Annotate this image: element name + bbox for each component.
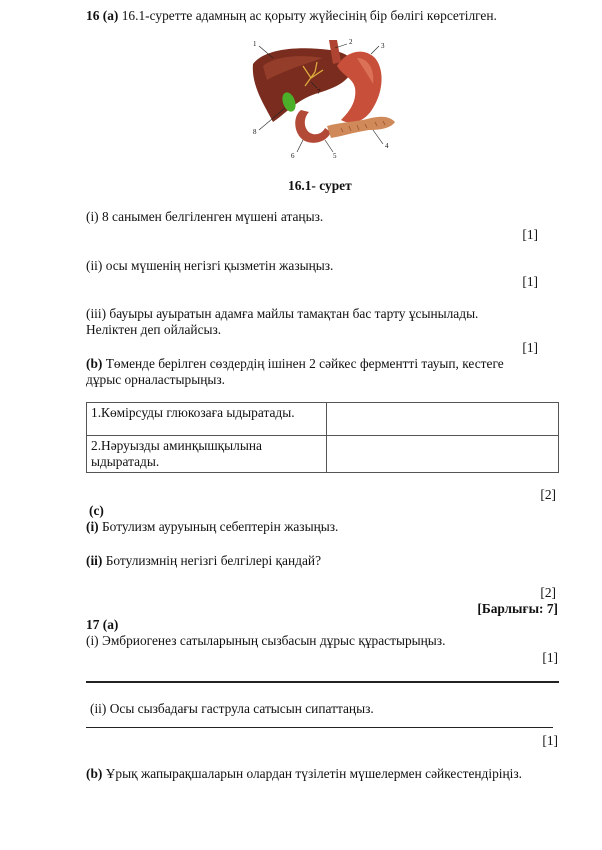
table-desc-2-line2: ыдыратады. [91, 454, 160, 469]
q16-c-label: (c) [89, 503, 104, 518]
q16-c-ii [86, 553, 321, 569]
q16-number: 16 [86, 8, 100, 23]
figure-label-5: 5 [333, 152, 337, 160]
digestive-system-figure [245, 36, 405, 161]
table-row [87, 436, 559, 473]
q16-c-ii-label: (ii) [86, 553, 103, 568]
table-cell-description [87, 436, 327, 473]
q16-c-i [86, 519, 338, 535]
q16-b-text: Төменде берілген сөздердің ішінен 2 сәйкес ферментті тауып, кестеге [102, 356, 504, 371]
table-cell-description [87, 403, 327, 436]
q16-intro-text: 16.1-суретте адамның ас қорыту жүйесінің бір бөлігі көрсетілген. [121, 8, 497, 23]
figure-label-3: 3 [381, 42, 385, 50]
duodenum-shape [295, 110, 331, 143]
q17-i-text: (i) Эмбриогенез сатыларының сызбасын дұрыс құрастырыңыз. [86, 633, 446, 648]
answer-line [86, 727, 553, 728]
table-desc-1: 1.Көмірсуды глюкозаға ыдыратады. [91, 405, 295, 420]
figure-label-7: 7 [317, 88, 321, 96]
q16-b-line1 [86, 356, 504, 372]
q17-ii-mark: [1] [542, 733, 558, 748]
q17-ii-text: (ii) Осы сызбадағы гаструла сатысын сипаттаңыз. [90, 701, 374, 716]
q16-b-line2: дұрыс орналастырыңыз. [86, 372, 226, 387]
table-cell-answer-1[interactable] [327, 403, 559, 436]
q16-iii-line2: Неліктен деп ойлайсыз. [86, 322, 222, 337]
figure-label-8: 8 [253, 128, 257, 136]
q16-intro [86, 8, 497, 24]
q16-total: [Барлығы: 7] [477, 601, 558, 616]
q16-ii-mark: [1] [522, 274, 538, 289]
answer-line-thick [86, 681, 559, 683]
table-cell-answer-2[interactable] [327, 436, 559, 473]
q16-i-mark: [1] [522, 227, 538, 242]
stomach-shape [337, 52, 382, 123]
q17-i-mark: [1] [542, 650, 558, 665]
q16-c-ii-text: Ботулизмнің негізгі белгілері қандай? [102, 553, 322, 568]
q17-b-text: Ұрық жапырақшаларын олардан түзілетін мүшелермен сәйкестендіріңіз. [102, 766, 523, 781]
q16-c-i-text: Ботулизм ауруының себептерін жазыңыз. [98, 519, 339, 534]
q16-c-mark: [2] [540, 585, 556, 600]
q17-header: 17 (a) [86, 617, 119, 632]
figure-label-6: 6 [291, 152, 295, 160]
table-desc-2-line1: 2.Нәруызды аминқышқылына [91, 438, 262, 453]
figure-label-4: 4 [385, 142, 389, 150]
q16-i-text: (i) 8 санымен белгіленген мүшені атаңыз. [86, 209, 324, 224]
table-row [87, 403, 559, 436]
q16-iii-line1: (iii) бауыры ауыратын адамға майлы тамақтан бас тарту ұсынылады. [86, 306, 479, 321]
q16-ii-text: (ii) осы мүшенің негізгі қызметін жазыңыз. [86, 258, 334, 273]
enzyme-table [86, 402, 559, 473]
figure-label-1: 1 [253, 40, 257, 48]
q16-c-i-label: (i) [86, 519, 99, 534]
figure-label-2: 2 [349, 38, 353, 46]
figure-caption: 16.1- сурет [288, 178, 352, 193]
q16-iii-mark: [1] [522, 340, 538, 355]
q16-b-mark: [2] [540, 487, 556, 502]
q16-part-a-label: (a) [102, 8, 119, 23]
q17-b-label: (b) [86, 766, 103, 781]
q17-b [86, 766, 522, 782]
q16-b-label: (b) [86, 356, 103, 371]
